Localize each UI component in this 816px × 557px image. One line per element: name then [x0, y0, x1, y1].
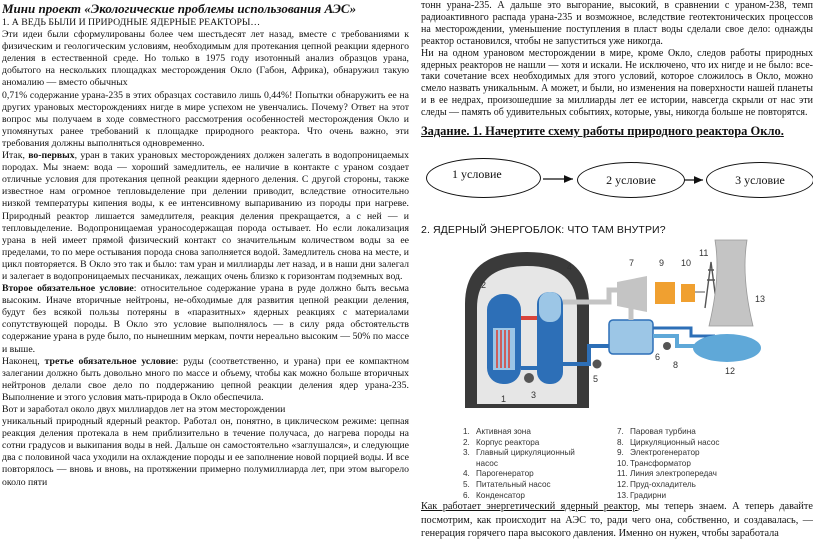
p4-bold: Второе обязательное условие — [2, 283, 134, 295]
main-circulation-pump — [524, 373, 534, 383]
bottom-paragraph — [421, 500, 813, 541]
condition-1-label: 1 условие — [452, 167, 502, 181]
condition-2-ellipse — [577, 162, 685, 198]
legend-item: 4. Парогенератор — [463, 469, 534, 479]
num-2: 2 — [481, 280, 487, 290]
circulation-pump — [663, 342, 671, 350]
legend-item: 11. Линия электропередач — [617, 469, 717, 479]
section2-heading: 2. ЯДЕРНЫЙ ЭНЕРГОБЛОК: ЧТО ТАМ ВНУТРИ? — [421, 224, 666, 236]
condition-1-ellipse — [426, 158, 541, 198]
electric-generator — [655, 282, 675, 304]
legend-item: 10. Трансформатор — [617, 458, 691, 468]
paragraph-7: уникальный природный ядерный реактор. Работал он, понятно, в циклическом режиме: цепная реакция деления протекала в нем приблизительно в течение получаса, до нагрева породы на сотни градусов и выкипания воды в ней. Дальше он самостоятельно «заглушался», и следующие два с половиной часа уходили на охлаждение породы и ее заполнение новой порцией воды. И все повторялось — вновь и вновь, на протяжении примерно полумиллиарда лет, при этом выгорело около пяти — [2, 416, 409, 488]
legend-col-2 — [617, 427, 719, 501]
page-title: Мини проект «Экологические проблемы использования АЭС» — [2, 1, 357, 16]
section1-heading: 1. А ВЕДЬ БЫЛИ И ПРИРОДНЫЕ ЯДЕРНЫЕ РЕАКТОРЫ… — [2, 17, 261, 28]
p5-rest: : руды (соответственно, и урана) при ее компактном залегании должно быть довольно много по массе и объему, чтобы как можно больше вторичных нейтронов делали свое дело по поддержанию цепной реакции деления ядер урана-235. Выполнение и этого условия мать-природа в Окло обеспечила. — [2, 355, 409, 403]
legend-item: 13. Градирни — [617, 490, 667, 500]
p3-start: Итак, — [2, 150, 29, 162]
feed-pump — [593, 360, 602, 369]
num-11: 11 — [699, 248, 709, 258]
num-12: 12 — [725, 366, 736, 376]
right-column — [421, 0, 813, 557]
task-dot: . — [780, 124, 784, 139]
legend-item: насос — [476, 458, 498, 468]
transformer — [681, 284, 695, 302]
paragraph-1: Эти идеи были сформулированы более чем шестьдесят лет назад, вместе с требованиями к физическим и геологическим условиям, необходимым для протекания цепной реакции ядерного деления в естественной среде. Но только в 1975 году изотонный анализ образцов урана, добытого на нескольких площадках месторождения Окло (Габон, Африка), обнаружил такую аномалию — вместо обычных — [2, 29, 409, 89]
legend-item: 3. Главный циркуляционный — [463, 448, 575, 458]
condenser — [609, 320, 653, 354]
num-3: 3 — [531, 390, 537, 400]
legend-item: 8. Циркуляционный насос — [617, 437, 720, 447]
p3-rest: , уран в таких урановых месторождениях должен залегать в водопроницаемых породах. Мы знаем: вода — хороший замедлитель, ее наличие в контакте с ураном создает отличные условия для протекания цепной реакции ядерного деления. С другой стороны, также известное нам огромное тепловыделение при делении приводит, вследствие относительно низкой температуры кипения воды, к ее интенсивному выпариванию из породы при нагреве. Природный реактор лишается замедлителя, реакция деления прекращается, а с ней — и тепловыделение. Водопроницаемая ураносодержащая порода остывает. Но если локализация урана в ней имеет прямой физический контакт со значительным количеством воды за ее пределами, то по мере остывания порода снова заполняется водой. Замедлитель снова на месте, и цикл повторяется. В Окло это так и было: там уран и миллиарды лет назад, и в наши дни залегал и залегает в водопроницаемых песчаниках, лежащих очень близко к горизонтам подземных вод. — [2, 150, 409, 282]
num-10: 10 — [681, 258, 692, 268]
left-column — [2, 0, 409, 557]
num-4: 4 — [567, 262, 573, 272]
bottom-text: , мы теперь знаем. А теперь давайте посмотрим, как происходит на АЭС то, ради чего она, собственно, и создавалась, — генерация горячего пара высокого давления. Именно он нужен, чтобы заработала — [421, 501, 813, 540]
npp-schematic — [459, 236, 769, 414]
num-1: 1 — [501, 394, 507, 404]
num-5: 5 — [593, 374, 599, 384]
task-heading — [421, 124, 813, 138]
p4-rest: : относительное содержание урана в руде должно быть весьма высоким. Иначе вторичные нейтроны, не-обходимые для развития цепной реакции деления, будут без всякой пользы потеряны в «паразитных» ядерных реакциях с материалами сопутствующей породы. В Окло это условие выполнялось — в силу ряда обстоятельств содержание урана в руде было, по нынешним меркам, почти нереально высоким — 50% по массе и выше. — [2, 283, 409, 355]
steam-turbine — [617, 276, 647, 312]
right-paragraph-1: тонн урана-235. А дальше это выгорание, высокий, в сравнении с ураном-238, темп радиоактивного распада урана-235 и возможное, вследствие геотектонических процессов на месторождении, уменьшение поступления в пласт воды сделали свое дело: однажды реактор остановился, чтобы не запуститься уже никогда. — [421, 0, 813, 47]
condition-3-label: 3 условие — [735, 172, 785, 187]
num-8: 8 — [673, 360, 679, 370]
legend-item: 1. Активная зона — [463, 427, 531, 436]
paragraph-5 — [2, 356, 409, 404]
legend-item: 9. Электрогенератор — [617, 448, 700, 458]
legend-col-1 — [463, 427, 575, 501]
p3-bold: во-первых — [28, 150, 75, 162]
task-text: Задание. 1. Начертите схему работы — [421, 124, 628, 139]
num-6: 6 — [655, 352, 661, 362]
legend-item: 12. Пруд-охладитель — [617, 479, 696, 489]
right-paragraph-2: Ни на одном урановом месторождении в мире, кроме Окло, следов работы природных ядерных реакторов не нашли — хотя и искали. Не исключено, что их нигде и не было: все-таки сочетание всех необходимых для этого условий, которое сложилось в Окло, можно смело назвать уникальным. А может, и были, но изменения на поверхности нашей планеты и в ее недрах, произошедшие за миллиарды лет ее истории, навсегда скрыли от нас эти следы — память об удивительных событиях, которые, увы, никогда больше не повторятся. — [421, 47, 813, 119]
task-reactor: природного реактора Окло — [627, 124, 781, 139]
steam-generator-top — [539, 292, 561, 322]
condition-2-label: 2 условие — [606, 172, 656, 187]
p5-start: Наконец, — [2, 355, 45, 367]
paragraph-6: Вот и заработал около двух миллиардов лет на этом месторождении — [2, 404, 286, 415]
legend-item: 2. Корпус реактора — [463, 437, 540, 447]
cooling-tower — [709, 240, 753, 326]
bottom-link: Как работает энергетический ядерный реактор — [421, 501, 638, 512]
cooling-pond — [693, 334, 761, 362]
legend-item: 5. Питательный насос — [463, 479, 551, 489]
legend-item: 6. Конденсатор — [463, 490, 525, 500]
paragraph-3 — [2, 150, 409, 283]
paragraph-2: 0,71% содержание урана-235 в этих образцах составило лишь 0,44%! Попытки обнаружить ее на других урановых месторождениях нигде в мире успехом не увенчались. Почему? Ответ на этот вопрос мы получаем в ходе совместного рассмотрения особенностей месторождения Окло и упомянутых ранее требований к площадке природного реактора. Что очень важно, эти требования должны выполняться одновременно. — [2, 89, 409, 149]
num-13: 13 — [755, 294, 766, 304]
num-7: 7 — [629, 258, 635, 268]
legend-item: 7. Паровая турбина — [617, 427, 696, 436]
condition-3-ellipse — [706, 162, 813, 198]
p5-bold: третье обязательное условие — [44, 355, 176, 367]
num-9: 9 — [659, 258, 665, 268]
paragraph-4 — [2, 283, 409, 356]
